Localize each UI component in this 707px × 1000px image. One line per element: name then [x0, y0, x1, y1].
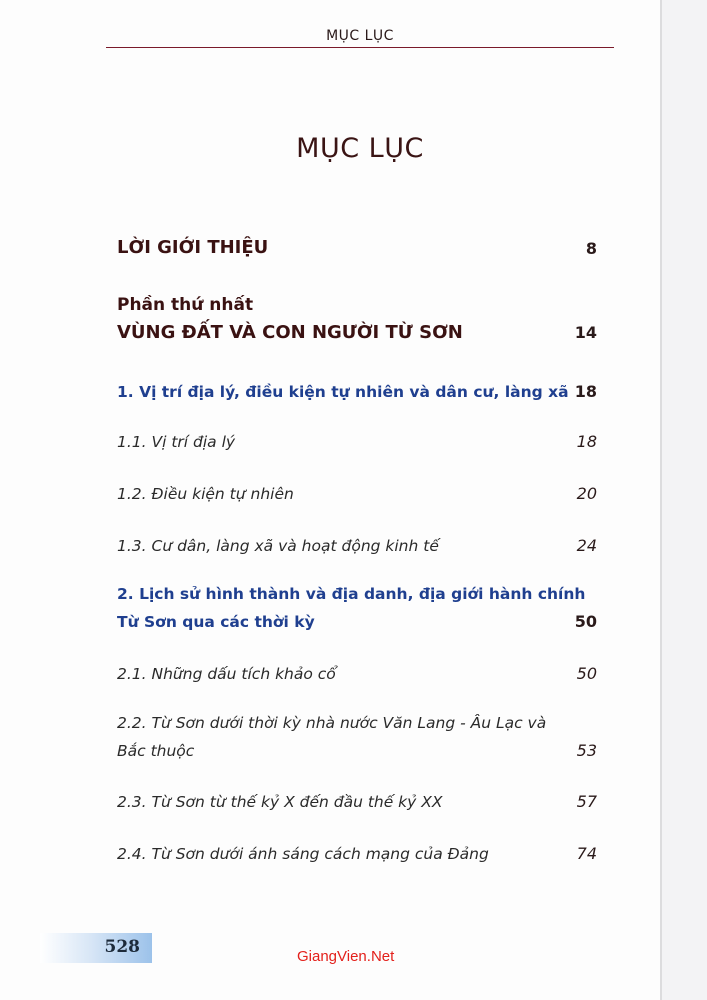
entry-page: 24 — [576, 536, 597, 555]
page-number: 528 — [104, 937, 140, 957]
toc-entry-section-1-2 — [117, 480, 597, 508]
running-head: MỤC LỤC — [326, 28, 394, 44]
entry-page: 20 — [576, 484, 597, 503]
toc-entry-section-1-1 — [117, 428, 597, 456]
toc-entry-section-2-3 — [117, 788, 597, 816]
entry-label: 2.3. Từ Sơn từ thế kỷ X đến đầu thế kỷ XX — [117, 793, 443, 811]
page-number-tab — [40, 933, 152, 963]
entry-page: 50 — [574, 612, 597, 631]
entry-page: 57 — [576, 792, 597, 811]
entry-page: 14 — [574, 323, 597, 342]
toc-entry-chapter-2 — [117, 580, 597, 636]
toc-entry-section-2-2 — [117, 709, 597, 765]
entry-label: 2.4. Từ Sơn dưới ánh sáng cách mạng của Đảng — [117, 845, 489, 863]
toc-entry-part-1 — [117, 292, 597, 346]
entry-page: 53 — [576, 741, 597, 760]
entry-page: 50 — [576, 664, 597, 683]
entry-label-line1: 2.2. Từ Sơn dưới thời kỳ nhà nước Văn Lang - Âu Lạc và — [117, 714, 547, 732]
entry-label: 1.2. Điều kiện tự nhiên — [117, 485, 294, 503]
toc-title: MỤC LỤC — [296, 133, 424, 164]
toc-entry-section-1-3 — [117, 532, 597, 560]
entry-page: 74 — [576, 844, 597, 863]
part-number: Phần thứ nhất — [117, 295, 254, 315]
entry-label-line2: Bắc thuộc — [117, 742, 195, 760]
entry-label-line2: Từ Sơn qua các thời kỳ — [117, 613, 315, 631]
entry-label-line1: 2. Lịch sử hình thành và địa danh, địa giới hành chính — [117, 585, 586, 603]
entry-page: 18 — [574, 382, 597, 401]
entry-label: LỜI GIỚI THIỆU — [117, 237, 269, 258]
part-title: VÙNG ĐẤT VÀ CON NGƯỜI TỪ SƠN — [117, 322, 463, 343]
toc-entry-section-2-1 — [117, 660, 597, 688]
entry-label: 2.1. Những dấu tích khảo cổ — [117, 665, 336, 683]
watermark: GiangVien.Net — [297, 948, 395, 965]
entry-label: 1. Vị trí địa lý, điều kiện tự nhiên và dân cư, làng xã — [117, 383, 569, 401]
page-edge — [662, 0, 707, 1000]
toc-entry-section-2-4 — [117, 840, 597, 868]
toc-entry-front-matter — [117, 237, 597, 258]
entry-page: 8 — [585, 239, 597, 258]
entry-label: 1.3. Cư dân, làng xã và hoạt động kinh tế — [117, 537, 439, 555]
entry-label: 1.1. Vị trí địa lý — [117, 433, 236, 451]
header-rule — [106, 47, 614, 48]
toc-entry-chapter-1 — [117, 378, 597, 406]
entry-page: 18 — [576, 432, 597, 451]
